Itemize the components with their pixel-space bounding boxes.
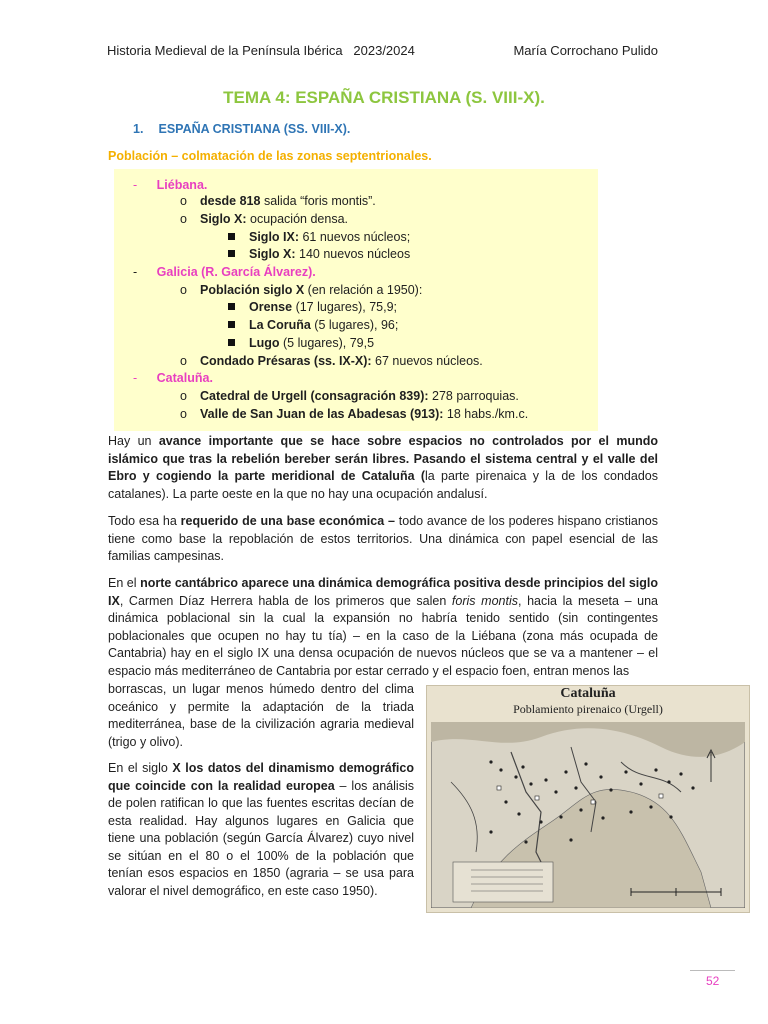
dash-bullet: - bbox=[133, 265, 138, 279]
paragraph-4 bbox=[108, 760, 414, 900]
item-bold: desde 818 bbox=[200, 194, 261, 208]
item-text: salida “foris montis”. bbox=[260, 194, 376, 208]
item-bold: Valle de San Juan de las Abadesas (913): bbox=[200, 407, 444, 421]
list-item-cataluna bbox=[133, 370, 213, 387]
section-heading bbox=[133, 122, 350, 136]
page-title: TEMA 4: ESPAÑA CRISTIANA (S. VIII-X). bbox=[223, 88, 545, 107]
item-text: (5 lugares), 96; bbox=[310, 318, 399, 332]
list-item bbox=[228, 246, 410, 263]
text: En el bbox=[108, 576, 141, 590]
galicia-label: Galicia (R. García Álvarez). bbox=[156, 265, 316, 279]
list-item bbox=[180, 406, 528, 423]
header-author: María Corrochano Pulido bbox=[513, 43, 658, 58]
item-text: 140 nuevos núcleos bbox=[295, 247, 411, 261]
text: Todo esa ha bbox=[108, 514, 181, 528]
map-figure bbox=[426, 685, 750, 913]
item-bold: Lugo bbox=[249, 336, 280, 350]
item-bold: La Coruña bbox=[249, 318, 311, 332]
circle-bullet: o bbox=[180, 354, 187, 368]
item-text: (17 lugares), 75,9; bbox=[292, 300, 398, 314]
circle-bullet: o bbox=[180, 212, 187, 226]
text-italic: foris montis bbox=[451, 593, 518, 608]
list-item bbox=[228, 299, 397, 316]
list-item bbox=[180, 211, 348, 228]
page-number-rule bbox=[690, 970, 735, 971]
list-item bbox=[180, 193, 376, 210]
page-number: 52 bbox=[706, 974, 720, 988]
item-bold: Siglo X: bbox=[200, 212, 247, 226]
item-text: 18 habs./km.c. bbox=[443, 407, 529, 421]
item-bold: Condado Présaras (ss. IX-X): bbox=[200, 354, 372, 368]
circle-bullet: o bbox=[180, 389, 187, 403]
text: – los análisis de polen ratifican lo que las fuentes escritas decían de esta realidad. Hay algunos lugares en Galicia que tiene una población (según García Álvarez) cuyo nivel se sitúan en el 80 o el 100% de la población que tenían esos espacios en 1850 (agraria – se usa para valorar el nivel demográfico, en este caso 1950). bbox=[108, 778, 414, 898]
square-bullet bbox=[228, 250, 235, 257]
text-bold: requerido de una base económica – bbox=[180, 514, 395, 528]
list-item bbox=[180, 353, 483, 370]
item-bold: Siglo IX: bbox=[249, 230, 299, 244]
text-bold: X los datos del dinamismo demográfico que coincide con la realidad europea bbox=[108, 761, 414, 793]
list-item bbox=[180, 282, 422, 299]
paragraph-3-continued: borrascas, un lugar menos húmedo dentro del clima oceánico y permite la adaptación de la triada mediterránea, base de la civilización agraria medieval (trigo y olivo). bbox=[108, 682, 414, 749]
paragraph-1 bbox=[108, 433, 658, 503]
item-bold: Catedral de Urgell (consagración 839): bbox=[200, 389, 429, 403]
map-subtitle: Poblamiento pirenaico (Urgell) bbox=[513, 702, 663, 716]
text-bold: norte cantábrico aparece una dinámica demográfica positiva desde principios del siglo IX bbox=[108, 576, 659, 608]
circle-bullet: o bbox=[180, 407, 187, 421]
header-course: Historia Medieval de la Península Ibérica 2023/2024 bbox=[107, 43, 415, 58]
square-bullet bbox=[228, 233, 235, 240]
section-number: 1. bbox=[133, 122, 144, 136]
text: En el siglo bbox=[108, 761, 173, 775]
text: Hay un bbox=[108, 434, 159, 448]
text: todo avance de los poderes hispano cristianos tiene como base la repoblación de estos territorios. Una dinámica con papel esencial de las familias campesinas. bbox=[108, 514, 658, 563]
paragraph-2 bbox=[108, 513, 658, 566]
list-item bbox=[180, 388, 519, 405]
text-bold: avance importante que se hace sobre espacios no controlados por el mundo islámico que tras la rebelión bereber serán libres. Pasando el sistema central y el valle del Ebro y cogiendo la parte meridional de Cataluña ( bbox=[108, 434, 658, 483]
list-item-galicia bbox=[133, 264, 316, 281]
item-bold: Orense bbox=[249, 300, 293, 314]
liebana-label: Liébana. bbox=[156, 178, 208, 192]
list-item bbox=[228, 317, 398, 334]
item-text: 278 parroquias. bbox=[428, 389, 519, 403]
text: , hacia la meseta – una dinámica poblacional sin la cual la expansión no habría tenido sentido (sin contingentes poblacionales que ocupen no hay tu tía) – en la caso de la Liébana (zona más ocupada de Cantabria) hay en el siglo IX una densa ocupación de nuevos núcleos que se va a mantener – el espacio más mediterráneo de Cantabria por estar cerrado y el espacio foen, entran menos las bbox=[108, 593, 659, 678]
section-label: ESPAÑA CRISTIANA (SS. VIII-X). bbox=[158, 122, 351, 136]
circle-bullet: o bbox=[180, 194, 187, 208]
square-bullet bbox=[228, 339, 235, 346]
circle-bullet: o bbox=[180, 283, 187, 297]
item-text: 61 nuevos núcleos; bbox=[299, 230, 411, 244]
square-bullet bbox=[228, 303, 235, 310]
dash-bullet: - bbox=[133, 371, 138, 385]
text: la parte pirenaica y la de los condados catalanes). La parte oeste en la que no hay una ocupación andalusí. bbox=[108, 469, 658, 501]
text: , Carmen Díaz Herrera habla de los primeros que salen bbox=[119, 593, 452, 608]
cataluna-label: Cataluña. bbox=[156, 371, 213, 385]
item-text: 67 nuevos núcleos. bbox=[371, 354, 483, 368]
list-item bbox=[228, 229, 410, 246]
list-item-liebana bbox=[133, 177, 207, 194]
dash-bullet: - bbox=[133, 178, 138, 192]
list-item bbox=[228, 335, 374, 352]
poblacion-heading: Población – colmatación de las zonas septentrionales. bbox=[108, 149, 432, 163]
paragraph-3 bbox=[108, 575, 658, 680]
map-title: Cataluña bbox=[560, 686, 616, 701]
item-text: ocupación densa. bbox=[246, 212, 348, 226]
item-text: (5 lugares), 79,5 bbox=[279, 336, 375, 350]
item-text: (en relación a 1950): bbox=[304, 283, 423, 297]
square-bullet bbox=[228, 321, 235, 328]
map-image bbox=[431, 722, 745, 908]
item-bold: Población siglo X bbox=[200, 283, 305, 297]
item-bold: Siglo X: bbox=[249, 247, 296, 261]
